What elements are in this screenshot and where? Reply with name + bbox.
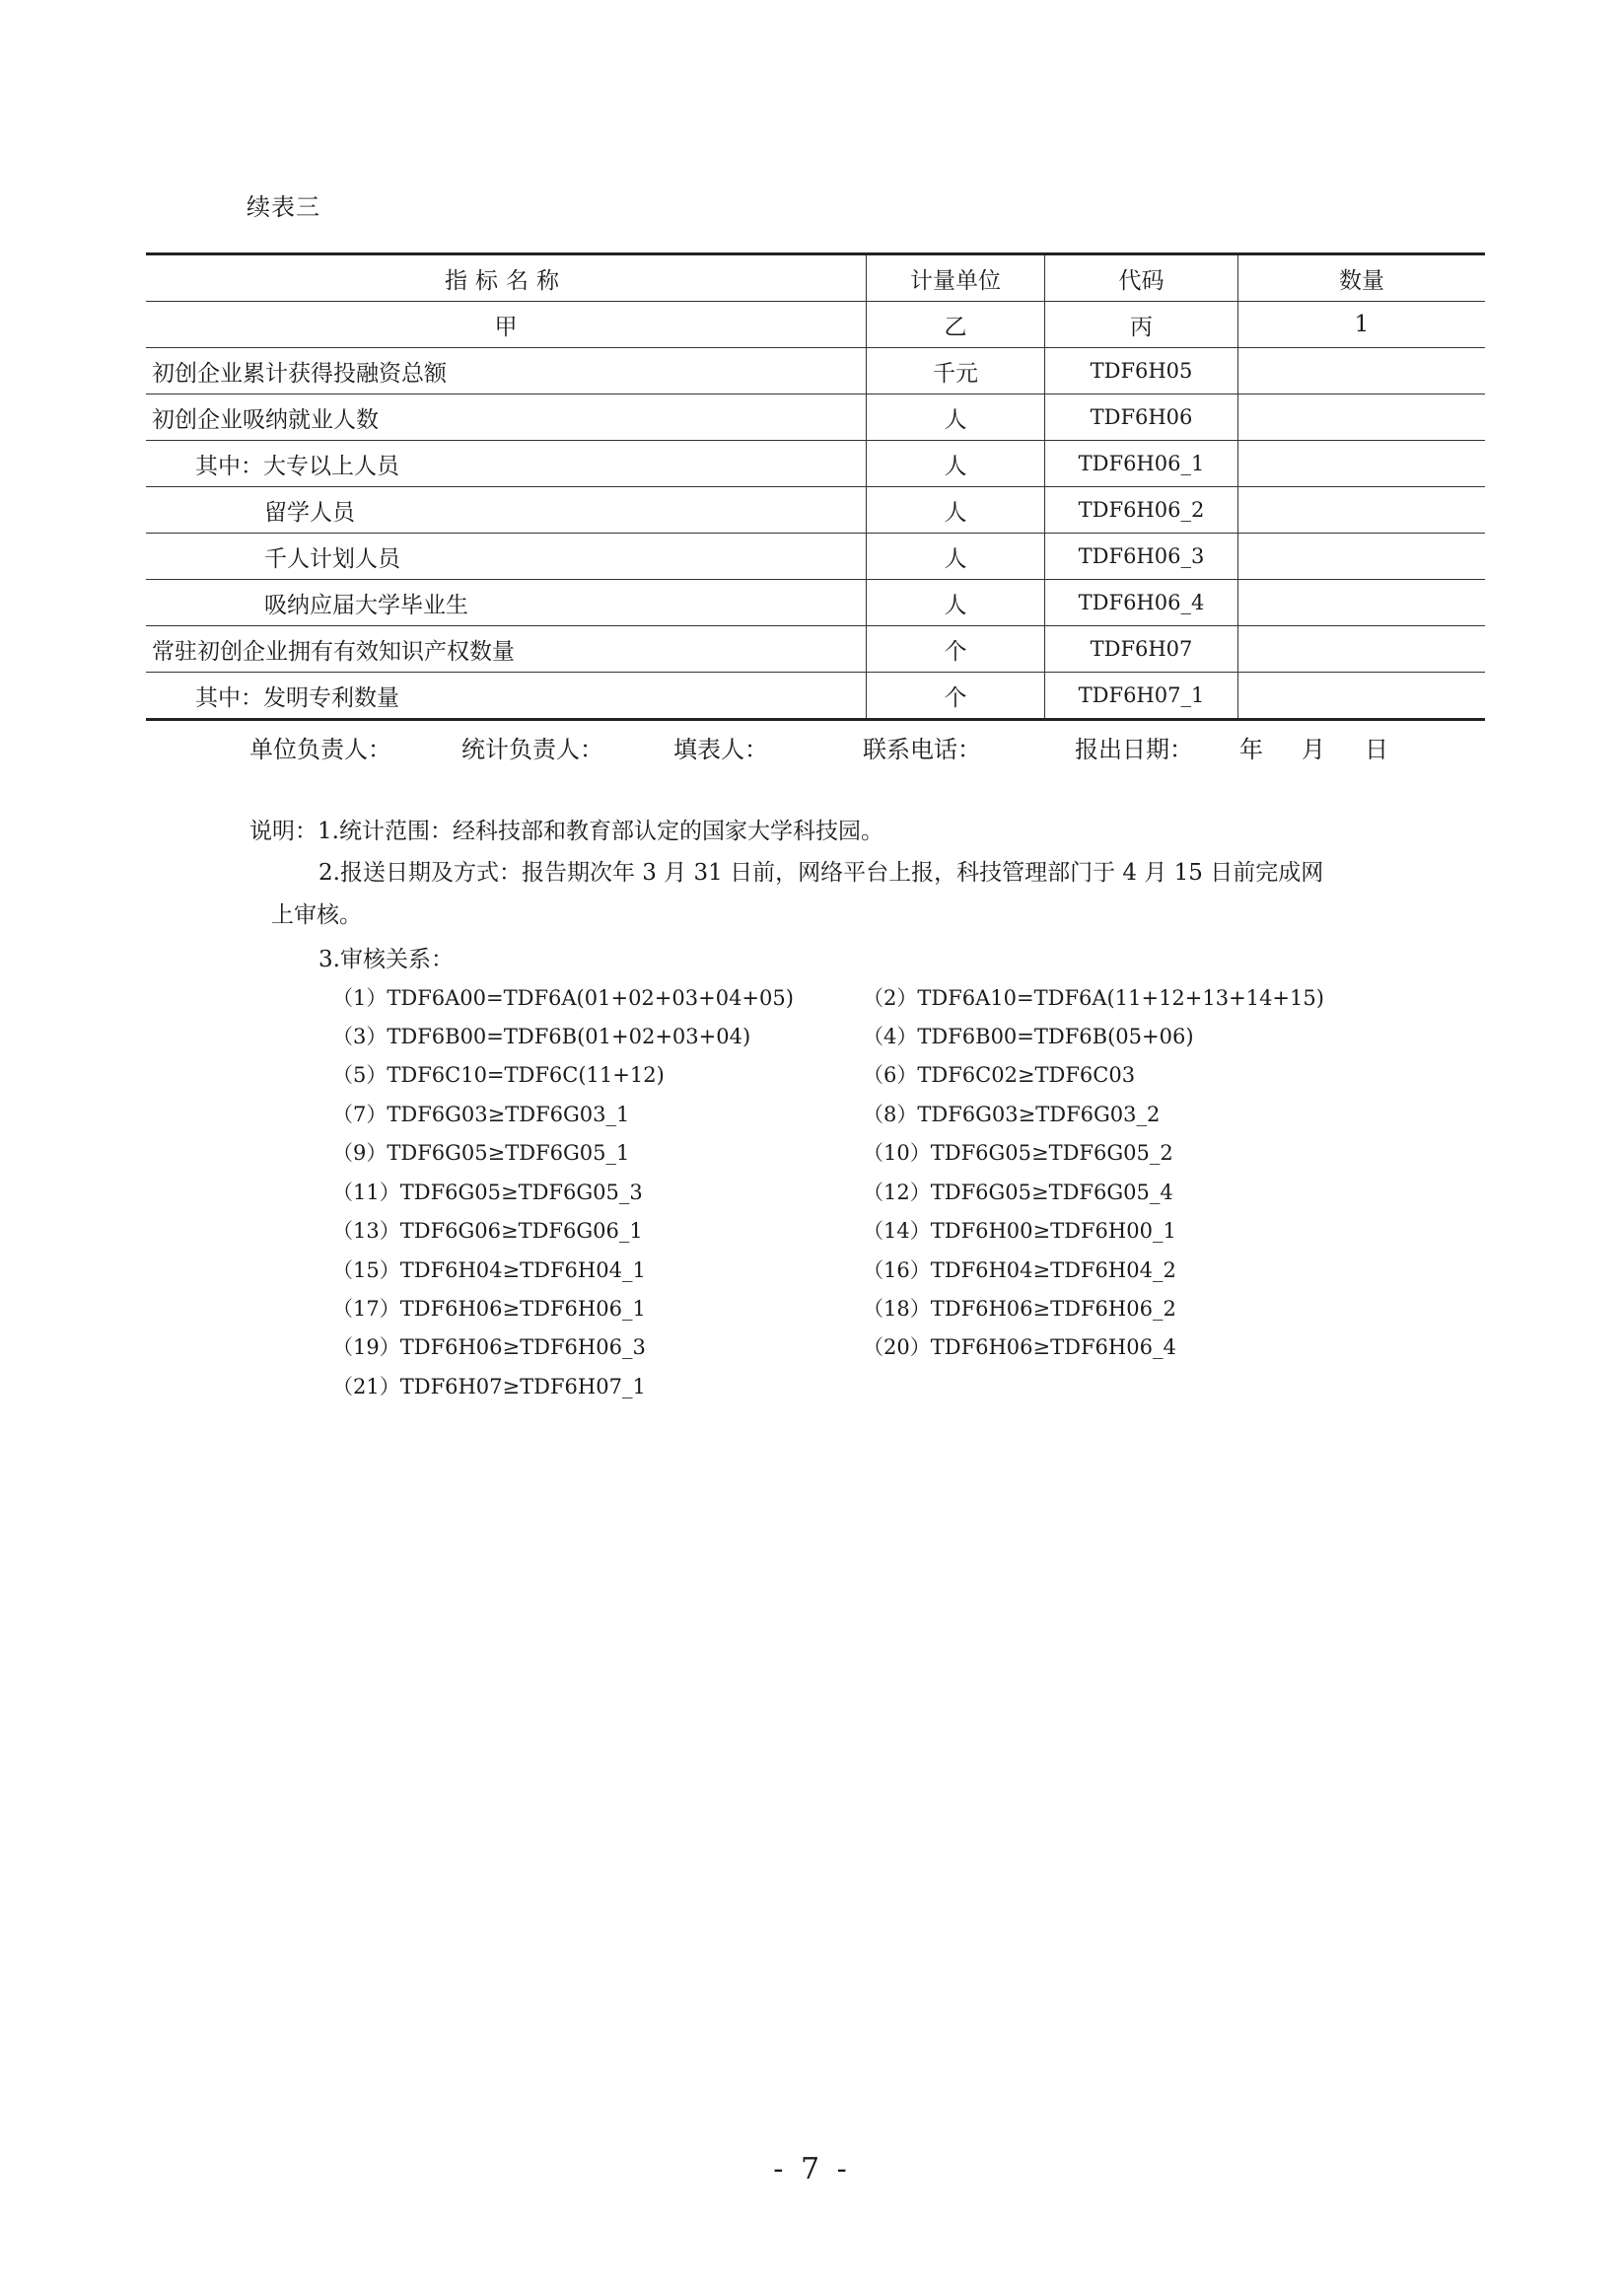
audit-item: （3）TDF6B00=TDF6B(01+02+03+04) (332, 1025, 751, 1048)
row-unit: 人 (867, 441, 1045, 487)
audit-item: （9）TDF6G05≥TDF6G05_1 (332, 1141, 630, 1165)
audit-item: （12）TDF6G05≥TDF6G05_4 (863, 1181, 1173, 1204)
row-name: 其中：大专以上人员 (146, 441, 867, 487)
audit-item: （1）TDF6A00=TDF6A(01+02+03+04+05) (332, 986, 794, 1010)
row-value (1238, 626, 1486, 673)
row-code: TDF6H06_2 (1045, 487, 1238, 534)
phone-label: 联系电话： (863, 736, 981, 763)
row-unit: 人 (867, 534, 1045, 580)
table-caption: 续表三 (247, 193, 320, 221)
table-row (146, 394, 1485, 441)
table-row (146, 348, 1485, 394)
row-code: TDF6H07 (1045, 626, 1238, 673)
table-row (146, 673, 1485, 720)
row-value (1238, 534, 1486, 580)
statistics-table (146, 252, 1485, 721)
header-indicator-name: 指标名称 (146, 254, 867, 302)
row-unit: 个 (867, 626, 1045, 673)
stat-head-label: 统计负责人： (461, 736, 603, 763)
row-unit: 人 (867, 580, 1045, 626)
table-row (146, 626, 1485, 673)
page-number: - 7 - (773, 2152, 851, 2186)
row-value (1238, 580, 1486, 626)
audit-item: （15）TDF6H04≥TDF6H04_1 (332, 1258, 646, 1282)
audit-item: （8）TDF6G03≥TDF6G03_2 (863, 1103, 1161, 1126)
month-label: 月 (1302, 736, 1325, 763)
audit-item: （19）TDF6H06≥TDF6H06_3 (332, 1335, 646, 1359)
table-subheader-row (146, 302, 1485, 348)
header-quantity: 数量 (1238, 254, 1486, 302)
row-code: TDF6H06_4 (1045, 580, 1238, 626)
header-code: 代码 (1045, 254, 1238, 302)
unit-head-label: 单位负责人： (249, 736, 391, 763)
table-row (146, 580, 1485, 626)
row-name: 吸纳应届大学毕业生 (146, 580, 867, 626)
row-name: 常驻初创企业拥有有效知识产权数量 (146, 626, 867, 673)
audit-item: （6）TDF6C02≥TDF6C03 (863, 1063, 1136, 1087)
day-label: 日 (1365, 736, 1388, 763)
row-value (1238, 394, 1486, 441)
table-row (146, 441, 1485, 487)
row-name: 千人计划人员 (146, 534, 867, 580)
table-row (146, 487, 1485, 534)
audit-item: （14）TDF6H00≥TDF6H00_1 (863, 1219, 1176, 1243)
audit-item: （11）TDF6G05≥TDF6G05_3 (332, 1181, 643, 1204)
audit-item: （18）TDF6H06≥TDF6H06_2 (863, 1297, 1176, 1321)
audit-item: （5）TDF6C10=TDF6C(11+12) (332, 1063, 665, 1087)
header-unit: 计量单位 (867, 254, 1045, 302)
report-date-label: 报出日期： (1075, 736, 1193, 763)
audit-item: （21）TDF6H07≥TDF6H07_1 (332, 1375, 646, 1398)
row-value (1238, 441, 1486, 487)
table-row (146, 534, 1485, 580)
row-code: TDF6H07_1 (1045, 673, 1238, 720)
audit-item: （16）TDF6H04≥TDF6H04_2 (863, 1258, 1176, 1282)
subheader-c: 丙 (1045, 302, 1238, 348)
row-value (1238, 348, 1486, 394)
subheader-a: 甲 (146, 302, 867, 348)
row-unit: 人 (867, 394, 1045, 441)
row-code: TDF6H06 (1045, 394, 1238, 441)
subheader-b: 乙 (867, 302, 1045, 348)
audit-item: （13）TDF6G06≥TDF6G06_1 (332, 1219, 643, 1243)
note-1: 说明：1.统计范围：经科技部和教育部认定的国家大学科技园。 (249, 819, 883, 844)
note-2: 2.报送日期及方式：报告期次年 3 月 31 日前，网络平台上报，科技管理部门于 4 月 15 日前完成网 (318, 860, 1324, 886)
audit-item: （10）TDF6G05≥TDF6G05_2 (863, 1141, 1173, 1165)
audit-item: （4）TDF6B00=TDF6B(05+06) (863, 1025, 1194, 1048)
audit-item: （7）TDF6G03≥TDF6G03_1 (332, 1103, 630, 1126)
row-name: 初创企业吸纳就业人数 (146, 394, 867, 441)
audit-item: （2）TDF6A10=TDF6A(11+12+13+14+15) (863, 986, 1324, 1010)
table-header-row (146, 254, 1485, 302)
row-code: TDF6H06_1 (1045, 441, 1238, 487)
year-label: 年 (1239, 736, 1263, 763)
subheader-1: 1 (1238, 302, 1486, 348)
note-3: 3.审核关系： (318, 947, 454, 972)
audit-item: （17）TDF6H06≥TDF6H06_1 (332, 1297, 646, 1321)
row-name: 留学人员 (146, 487, 867, 534)
audit-item: （20）TDF6H06≥TDF6H06_4 (863, 1335, 1176, 1359)
row-name: 其中：发明专利数量 (146, 673, 867, 720)
row-unit: 千元 (867, 348, 1045, 394)
row-value (1238, 487, 1486, 534)
row-unit: 人 (867, 487, 1045, 534)
row-code: TDF6H06_3 (1045, 534, 1238, 580)
note-2-continued: 上审核。 (271, 902, 362, 928)
filler-label: 填表人： (673, 736, 768, 763)
row-name: 初创企业累计获得投融资总额 (146, 348, 867, 394)
row-code: TDF6H05 (1045, 348, 1238, 394)
row-value (1238, 673, 1486, 720)
row-unit: 个 (867, 673, 1045, 720)
